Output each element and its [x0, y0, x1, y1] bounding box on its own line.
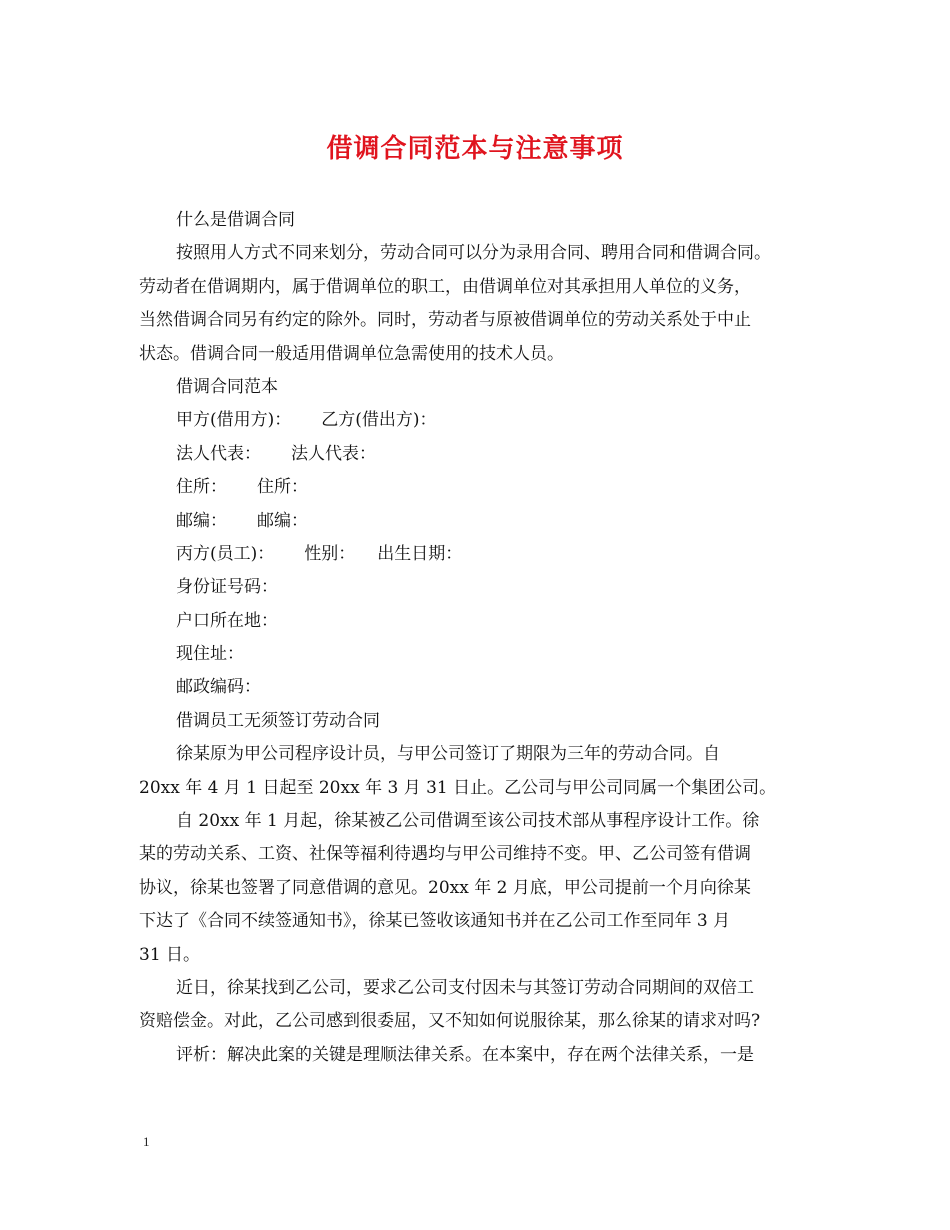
document-body	[139, 204, 814, 1072]
postcode-b-label: 邮编：	[257, 510, 308, 531]
paragraph-line: 31 日。	[139, 944, 201, 965]
legal-rep-a-label: 法人代表：	[176, 443, 261, 464]
address-a-label: 住所：	[176, 477, 227, 498]
party-b-label: 乙方(借出方)：	[321, 410, 437, 431]
paragraph-line: 劳动者在借调期内，属于借调单位的职工，由借调单位对其承担用人单位的义务，	[139, 276, 751, 297]
paragraph-line: 下达了《合同不续签通知书》，徐某已签收该通知书并在乙公司工作至同年 3 月	[139, 911, 731, 932]
address-b-label: 住所：	[257, 477, 308, 498]
form-line-legal-rep	[139, 438, 814, 471]
paragraph-line: 当然借调合同另有约定的除外。同时，劳动者与原被借调单位的劳动关系处于中止	[139, 310, 751, 331]
form-line-address	[139, 471, 814, 504]
section-heading: 借调员工无须签订劳动合同	[176, 710, 380, 731]
gender-label: 性别：	[304, 543, 356, 564]
current-address-label: 现住址：	[176, 644, 244, 665]
paragraph-line: 徐某原为甲公司程序设计员，与甲公司签订了期限为三年的劳动合同。自	[176, 744, 720, 765]
party-c-label: 丙方(员工)：	[176, 543, 275, 564]
section-heading: 借调合同范本	[176, 376, 278, 397]
form-line-party-c	[139, 538, 814, 571]
paragraph-line: 按照用人方式不同来划分，劳动合同可以分为录用合同、聘用合同和借调合同。	[176, 243, 771, 264]
form-line-party-a-b	[139, 404, 814, 437]
paragraph-line: 评析：解决此案的关键是理顺法律关系。在本案中，存在两个法律关系，一是	[176, 1044, 754, 1065]
id-number-label: 身份证号码：	[176, 577, 278, 598]
postal-code-label: 邮政编码：	[176, 677, 261, 698]
document-title: 借调合同范本与注意事项	[326, 134, 624, 164]
form-line-postcode	[139, 505, 814, 538]
paragraph-line: 状态。借调合同一般适用借调单位急需使用的技术人员。	[139, 343, 564, 364]
household-label: 户口所在地：	[176, 610, 278, 631]
paragraph-line: 20xx 年 4 月 1 日起至 20xx 年 3 月 31 日止。乙公司与甲公司同属一个集团公司。	[139, 777, 777, 798]
paragraph-line: 协议，徐某也签署了同意借调的意见。20xx 年 2 月底，甲公司提前一个月向徐某	[139, 877, 751, 898]
party-a-label: 甲方(借用方)：	[176, 410, 292, 431]
paragraph-line: 某的劳动关系、工资、社保等福利待遇均与甲公司维持不变。甲、乙公司签有借调	[139, 844, 751, 865]
paragraph-line: 近日，徐某找到乙公司，要求乙公司支付因未与其签订劳动合同期间的双倍工	[176, 977, 754, 998]
paragraph-line: 什么是借调合同	[176, 210, 295, 230]
birth-date-label: 出生日期：	[377, 543, 463, 564]
postcode-a-label: 邮编：	[176, 510, 227, 531]
paragraph-line: 自 20xx 年 1 月起，徐某被乙公司借调至该公司技术部从事程序设计工作。徐	[176, 811, 760, 832]
paragraph-line: 资赔偿金。对此，乙公司感到很委屈，又不知如何说服徐某，那么徐某的请求对吗?	[139, 1011, 761, 1032]
legal-rep-b-label: 法人代表：	[291, 443, 376, 464]
page-number: 1	[143, 1134, 150, 1149]
